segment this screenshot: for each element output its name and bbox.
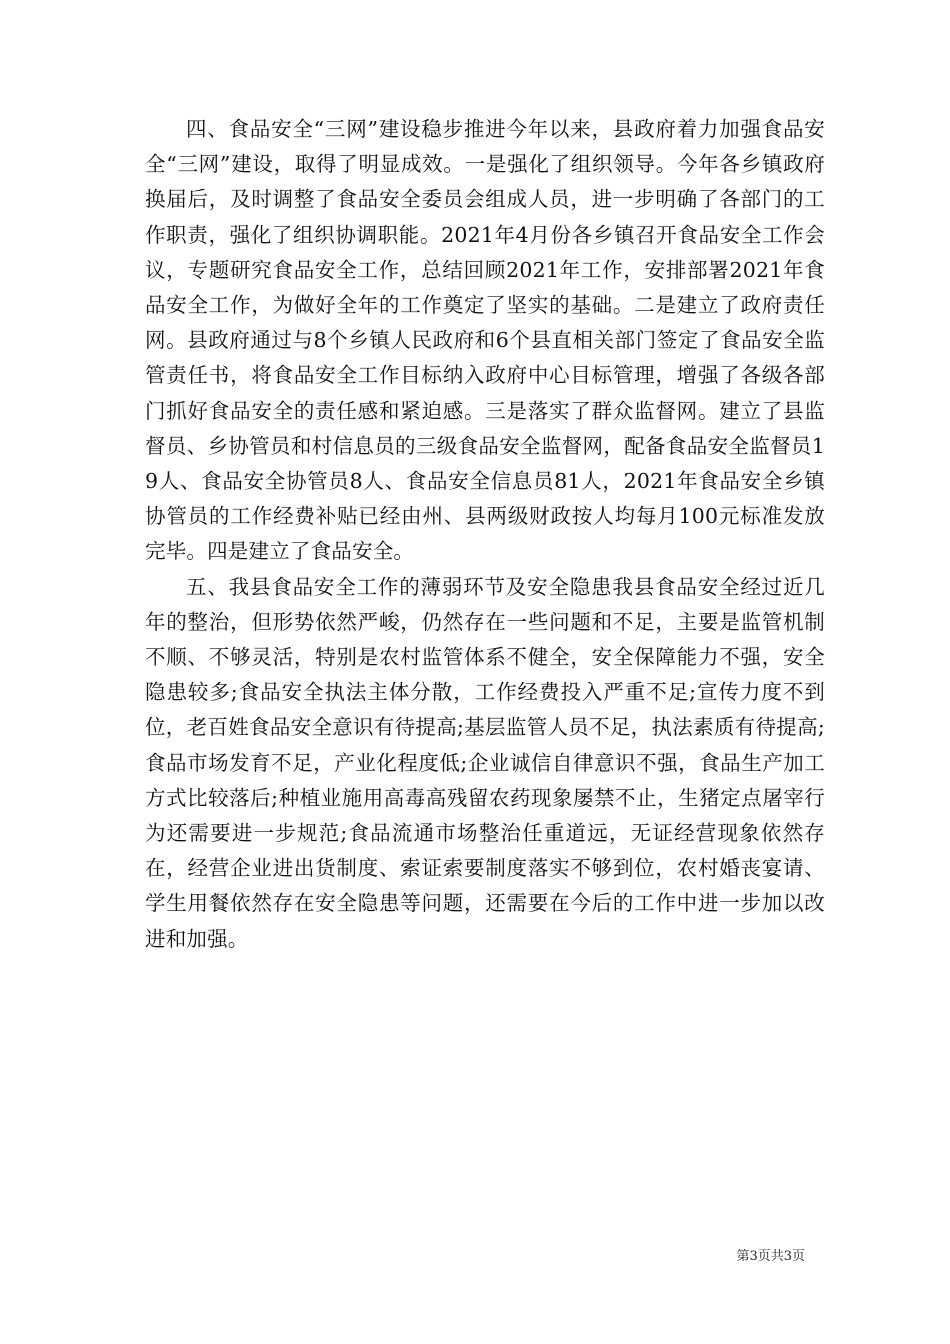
paragraph-section-five: 五、我县食品安全工作的薄弱环节及安全隐患我县食品安全经过近几年的整治，但形势依然严峻，仍然存在一些问题和不足，主要是监管机制不顺、不够灵活，特别是农村监管体系不健全，安全保障能力不强，安全隐患较多;食品安全执法主体分散，工作经费投入严重不足;宣传力度不到位，老百姓食品安全意识有待提高;基层监管人员不足，执法素质有待提高;食品市场发育不足，产业化程度低;企业诚信自律意识不强，食品生产加工方式比较落后;种植业施用高毒高残留农药现象屡禁不止，生猪定点屠宰行为还需要进一步规范;食品流通市场整治任重道远，无证经营现象依然存在，经营企业进出货制度、索证索要制度落实不够到位，农村婚丧宴请、学生用餐依然存在安全隐患等问题，还需要在今后的工作中进一步加以改进和加强。	[145, 574, 825, 951]
page-number: 第3页共3页	[736, 1249, 805, 1264]
paragraph-section-four: 四、食品安全“三网”建设稳步推进今年以来，县政府着力加强食品安全“三网”建设，取得了明显成效。一是强化了组织领导。今年各乡镇政府换届后，及时调整了食品安全委员会组成人员，进一步明确了各部门的工作职责，强化了组织协调职能。2021年4月份各乡镇召开食品安全工作会议，专题研究食品安全工作，总结回顾2021年工作，安排部署2021年食品安全工作，为做好全年的工作奠定了坚实的基础。二是建立了政府责任网。县政府通过与8个乡镇人民政府和6个县直相关部门签定了食品安全监管责任书，将食品安全工作目标纳入政府中心目标管理，增强了各级各部门抓好食品安全的责任感和紧迫感。三是落实了群众监督网。建立了县监督员、乡协管员和村信息员的三级食品安全监督网，配备食品安全监督员19人、食品安全协管员8人、食品安全信息员81人，2021年食品安全乡镇协管员的工作经费补贴已经由州、县两级财政按人均每月100元标准发放完毕。四是建立了食品安全。	[145, 117, 825, 564]
document-body	[145, 112, 825, 957]
